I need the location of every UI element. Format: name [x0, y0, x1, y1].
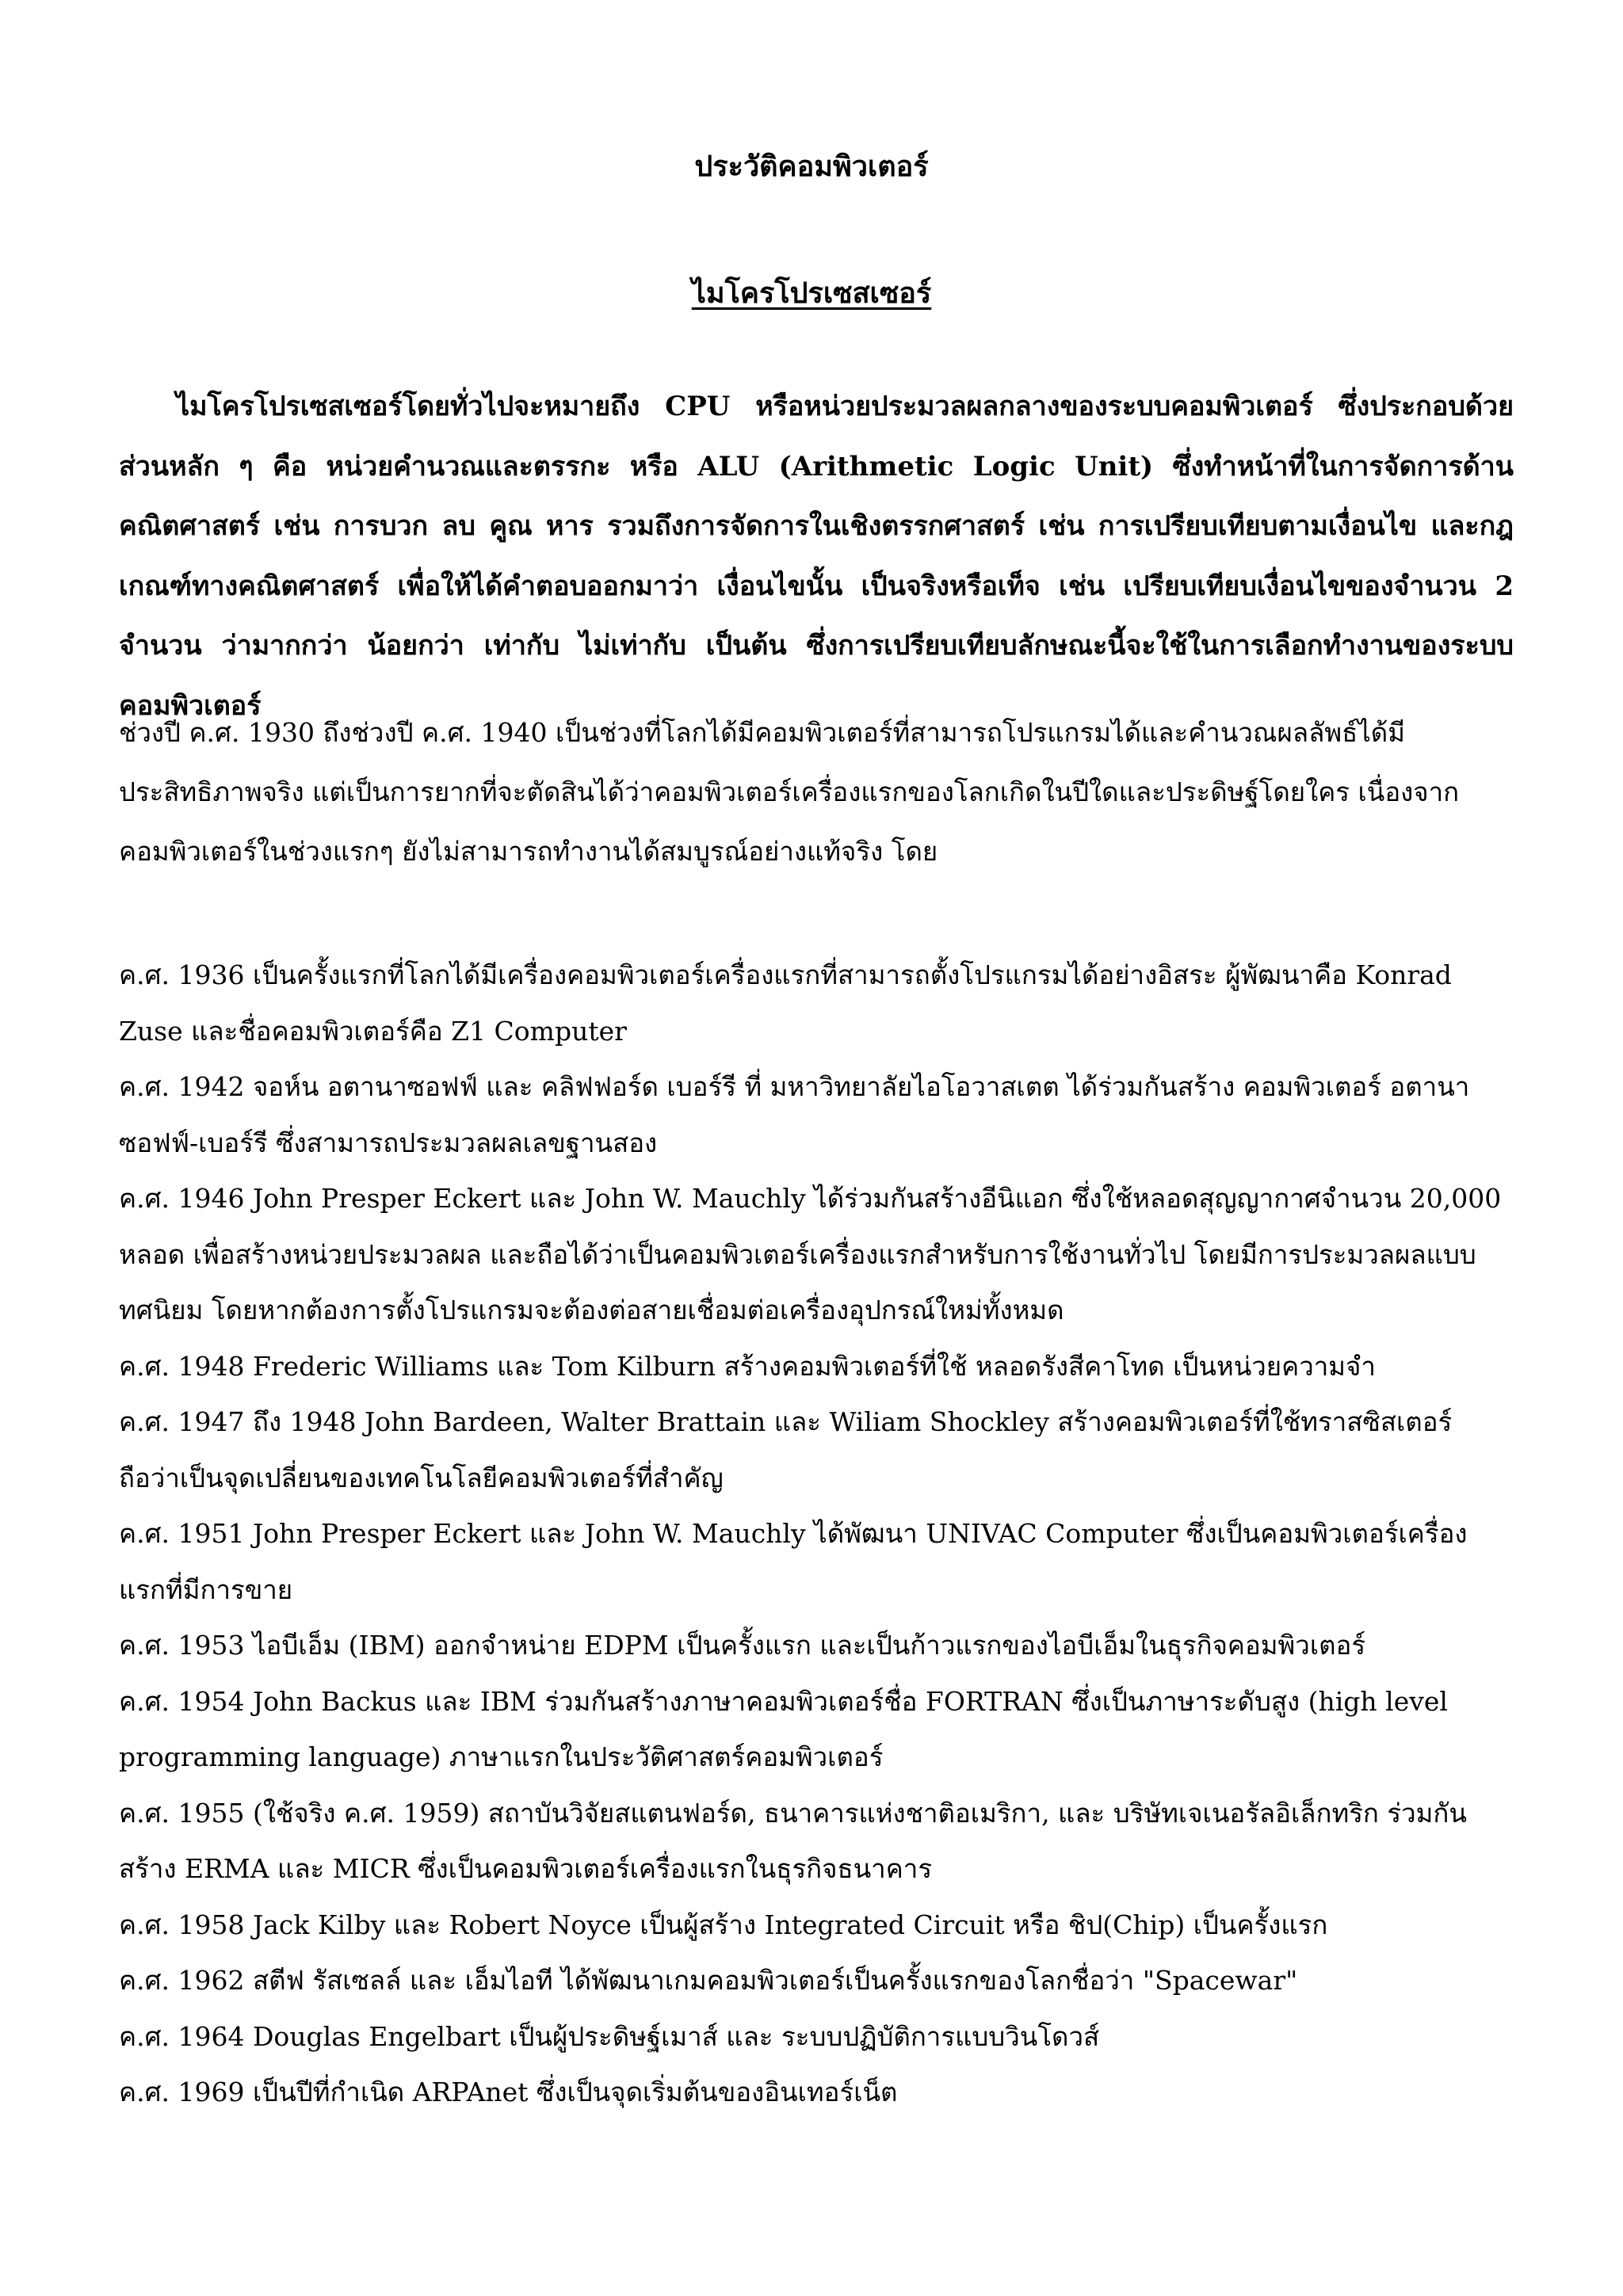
- timeline-item: ค.ศ. 1936 เป็นครั้งแรกที่โลกได้มีเครื่องคอมพิวเตอร์เครื่องแรกที่สามารถตั้งโปรแกรมได้อย่างอิสระ ผู้พัฒนาคือ Konrad Zuse และชื่อคอมพิวเตอร์คือ Z1 Computer: [119, 959, 1452, 1047]
- timeline-item: ค.ศ. 1951 John Presper Eckert และ John W. Mauchly ได้พัฒนา UNIVAC Computer ซึ่งเป็นคอมพิวเตอร์เครื่องแรกที่มีการขาย: [119, 1518, 1468, 1605]
- timeline-item: ค.ศ. 1948 Frederic Williams และ Tom Kilburn สร้างคอมพิวเตอร์ที่ใช้ หลอดรังสีคาโทด เป็นหน่วยความจำ: [119, 1350, 1376, 1382]
- timeline-item: ค.ศ. 1964 Douglas Engelbart เป็นผู้ประดิษฐ์เมาส์ และ ระบบปฏิบัติการแบบวินโดวส์: [119, 2020, 1100, 2052]
- intro-paragraph: ไมโครโปรเซสเซอร์โดยทั่วไปจะหมายถึง CPU หรือหน่วยประมวลผลกลางของระบบคอมพิวเตอร์ ซึ่งประกอบด้วยส่วนหลัก ๆ คือ หน่วยคำนวณและตรรกะ หรือ ALU (Arithmetic Logic Unit) ซึ่งทำหน้าที่ในการจัดการด้านคณิตศาสตร์ เช่น การบวก ลบ คูณ หาร รวมถึงการจัดการในเชิงตรรกศาสตร์ เช่น การเปรียบเทียบตามเงื่อนไข และกฎเกณฑ์ทางคณิตศาสตร์ เพื่อให้ได้คำตอบออกมาว่า เงื่อนไขนั้น เป็นจริงหรือเท็จ เช่น เปรียบเทียบเงื่อนไขของจำนวน 2 จำนวน ว่ามากกว่า น้อยกว่า เท่ากับ ไม่เท่ากับ เป็นต้น ซึ่งการเปรียบเทียบลักษณะนี้จะใช้ในการเลือกทำงานของระบบคอมพิวเตอร์: [119, 391, 1514, 722]
- timeline-item: ค.ศ. 1947 ถึง 1948 John Bardeen, Walter Brattain และ Wiliam Shockley สร้างคอมพิวเตอร์ที่ใช้ทราสซิสเตอร์ ถือว่าเป็นจุดเปลี่ยนของเทคโนโลยีคอมพิวเตอร์ที่สำคัญ: [119, 1406, 1453, 1493]
- timeline-item: ค.ศ. 1942 จอห์น อตานาซอฟฟ์ และ คลิฟฟอร์ด เบอร์รี ที่ มหาวิทยาลัยไอโอวาสเตต ได้ร่วมกันสร้าง คอมพิวเตอร์ อตานาซอฟฟ์-เบอร์รี ซึ่งสามารถประมวลผลเลขฐานสอง: [119, 1071, 1470, 1158]
- timeline-item: ค.ศ. 1954 John Backus และ IBM ร่วมกันสร้างภาษาคอมพิวเตอร์ชื่อ FORTRAN ซึ่งเป็นภาษาระดับสูง (high level programming language) ภาษาแรกในประวัติศาสตร์คอมพิวเตอร์: [119, 1685, 1448, 1772]
- history-paragraph: ช่วงปี ค.ศ. 1930 ถึงช่วงปี ค.ศ. 1940 เป็นช่วงที่โลกได้มีคอมพิวเตอร์ที่สามารถโปรแกรมได้และคำนวณผลลัพธ์ได้มีประสิทธิภาพจริง แต่เป็นการยากที่จะตัดสินได้ว่าคอมพิวเตอร์เครื่องแรกของโลกเกิดในปีใดและประดิษฐ์โดยใคร เนื่องจากคอมพิวเตอร์ในช่วงแรกๆ ยังไม่สามารถทำงานได้สมบูรณ์อย่างแท้จริง โดย: [119, 717, 1460, 867]
- timeline-item: ค.ศ. 1962 สตีฟ รัสเซลล์ และ เอ็มไอที ได้พัฒนาเกมคอมพิวเตอร์เป็นครั้งแรกของโลกชื่อว่า "Spacewar": [119, 1965, 1298, 1996]
- timeline-item: ค.ศ. 1946 John Presper Eckert และ John W. Mauchly ได้ร่วมกันสร้างอีนิแอก ซึ่งใช้หลอดสุญญากาศจำนวน 20,000 หลอด เพื่อสร้างหน่วยประมวลผล และถือได้ว่าเป็นคอมพิวเตอร์เครื่องแรกสำหรับการใช้งานทั่วไป โดยมีการประมวลผลแบบทศนิยม โดยหากต้องการตั้งโปรแกรมจะต้องต่อสายเชื่อมต่อเครื่องอุปกรณ์ใหม่ทั้งหมด: [119, 1183, 1502, 1325]
- timeline-item: ค.ศ. 1953 ไอบีเอ็ม (IBM) ออกจำหน่าย EDPM เป็นครั้งแรก และเป็นก้าวแรกของไอบีเอ็มในธุรกิจคอมพิวเตอร์: [119, 1630, 1366, 1661]
- timeline-item: ค.ศ. 1958 Jack Kilby และ Robert Noyce เป็นผู้สร้าง Integrated Circuit หรือ ชิป(Chip) เป็นครั้งแรก: [119, 1909, 1328, 1940]
- page-title: ประวัติคอมพิวเตอร์: [694, 150, 929, 183]
- timeline-item: ค.ศ. 1969 เป็นปีที่กำเนิด ARPAnet ซึ่งเป็นจุดเริ่มต้นของอินเทอร์เน็ต: [119, 2077, 898, 2107]
- timeline-list: [119, 948, 1514, 2121]
- timeline-item: ค.ศ. 1955 (ใช้จริง ค.ศ. 1959) สถาบันวิจัยสแตนฟอร์ด, ธนาคารแห่งชาติอเมริกา, และ บริษัทเจเนอรัลอิเล็กทริก ร่วมกันสร้าง ERMA และ MICR ซึ่งเป็นคอมพิวเตอร์เครื่องแรกในธุรกิจธนาคาร: [119, 1797, 1467, 1884]
- section-heading: ไมโครโปรเซสเซอร์: [691, 277, 932, 310]
